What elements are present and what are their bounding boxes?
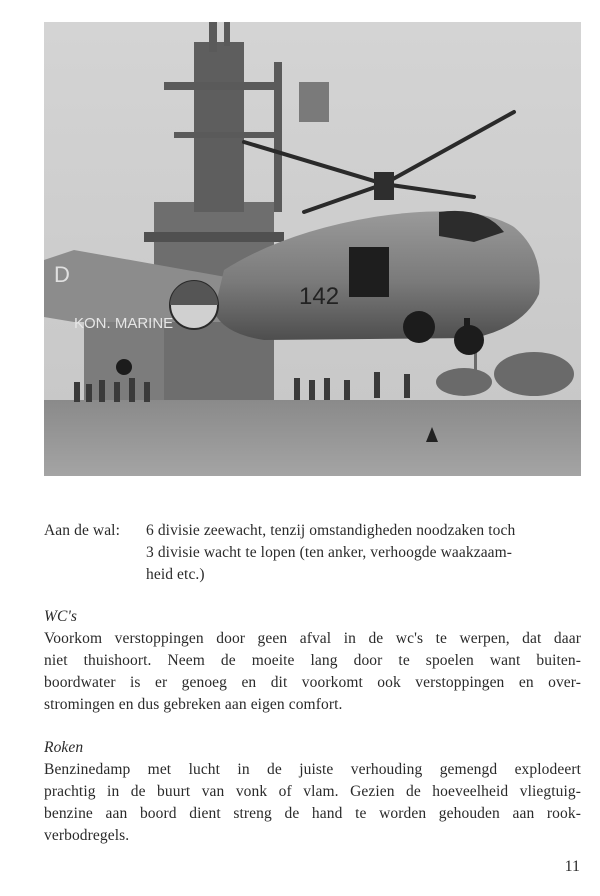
- roken-line: prachtig in de buurt van vonk of vlam. Gezien de hoeveelheid vliegtuig-: [44, 783, 581, 800]
- wc-paragraph: [44, 628, 581, 716]
- helicopter-illustration: [44, 22, 581, 476]
- roken-paragraph: [44, 759, 581, 847]
- wc-line: niet thuishoort. Neem de moeite lang door te spoelen want buiten-: [44, 652, 581, 669]
- roken-line: Benzinedamp met lucht in de juiste verhouding gemengd explodeert: [44, 761, 581, 778]
- wc-line: Voorkom verstoppingen door geen afval in de wc's te werpen, dat daar: [44, 630, 581, 647]
- helicopter-photo: [44, 22, 581, 476]
- roken-heading: Roken: [44, 739, 84, 756]
- helicopter-number: 142: [299, 283, 340, 310]
- aan-de-wal-section: [44, 520, 581, 586]
- wc-section: [44, 606, 581, 716]
- roken-line: verbodregels.: [44, 827, 130, 844]
- roken-line: benzine aan boord dient streng de hand te worden gehouden aan rook-: [44, 805, 581, 822]
- wc-line: stromingen en dus gebreken aan eigen comfort.: [44, 696, 343, 713]
- wc-heading: WC's: [44, 608, 77, 625]
- roken-section: [44, 737, 581, 847]
- page-number: 11: [564, 858, 580, 875]
- fuselage-text: KON. MARINE: [74, 315, 174, 332]
- wc-line: boordwater is er genoeg en dit voorkomt ook verstoppingen en over-: [44, 674, 581, 691]
- aan-de-wal-label: Aan de wal:: [44, 522, 120, 539]
- aan-de-wal-line: heid etc.): [146, 566, 205, 583]
- aan-de-wal-line: 6 divisie zeewacht, tenzij omstandigheden noodzaken toch: [146, 522, 516, 539]
- tail-letter: D: [54, 262, 70, 287]
- aan-de-wal-line: 3 divisie wacht te lopen (ten anker, verhoogde waakzaam-: [146, 544, 513, 561]
